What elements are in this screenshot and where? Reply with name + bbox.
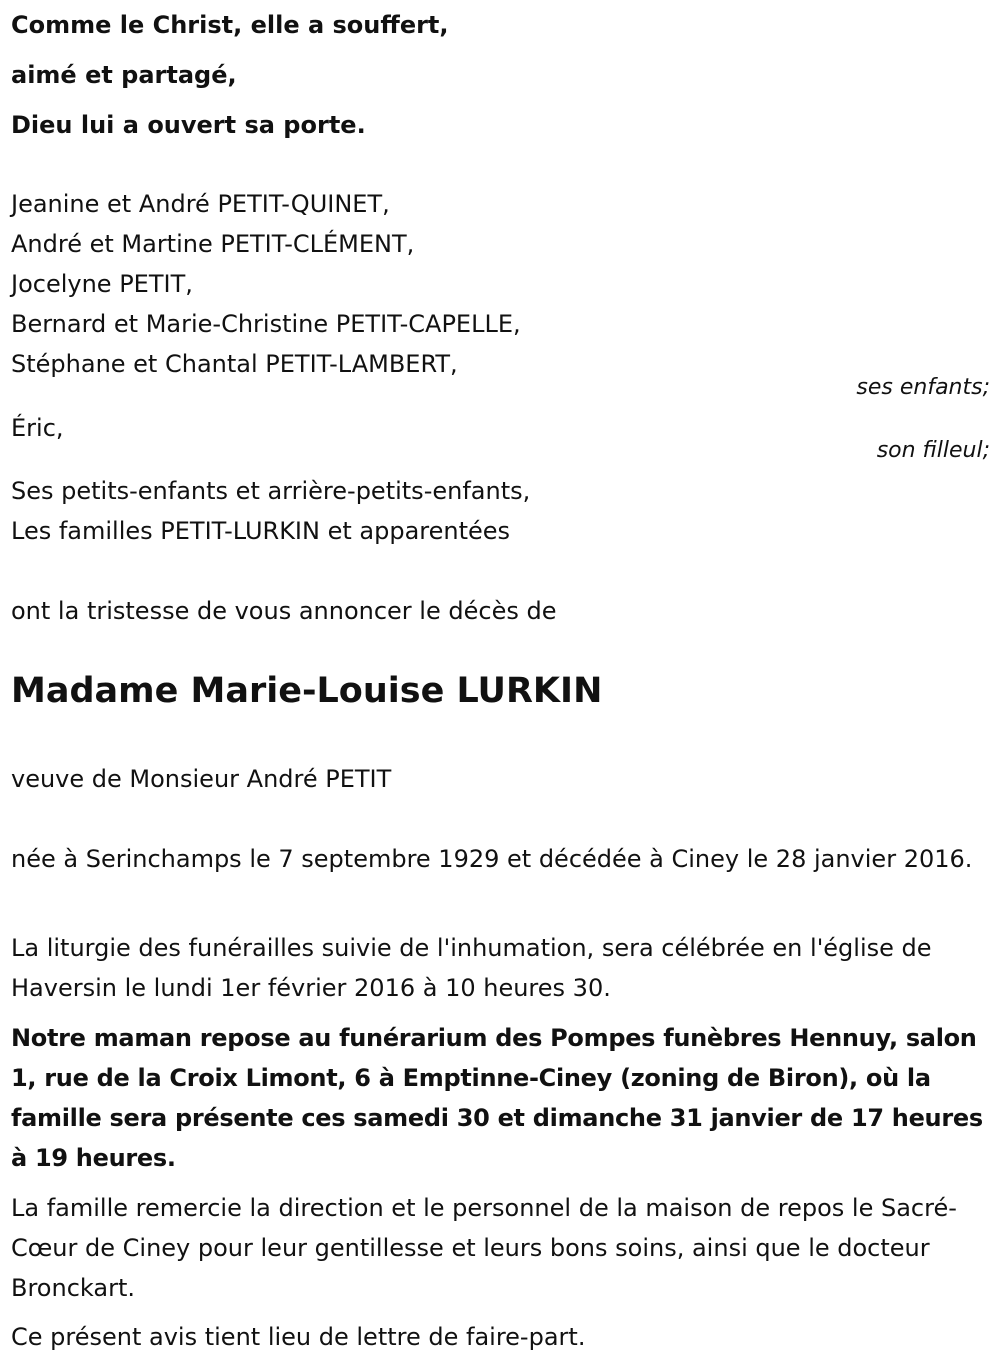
deceased-name: Madame Marie-Louise LURKIN bbox=[11, 671, 603, 711]
epigraph-line-2: aimé et partagé, bbox=[11, 61, 237, 89]
child-line-2: André et Martine PETIT-CLÉMENT, bbox=[11, 230, 415, 258]
relatives-line-1: Ses petits-enfants et arrière-petits-enfants, bbox=[11, 477, 531, 505]
widow-of: veuve de Monsieur André PETIT bbox=[11, 765, 392, 793]
epigraph-line-1: Comme le Christ, elle a souffert, bbox=[11, 11, 449, 39]
thanks-paragraph: La famille remercie la direction et le personnel de la maison de repos le Sacré-Cœur de Ciney pour leur gentillesse et leurs bons soins, ainsi que le docteur Bronckart. bbox=[11, 1194, 957, 1302]
children-role: ses enfants; bbox=[856, 375, 990, 400]
child-line-5: Stéphane et Chantal PETIT-LAMBERT, bbox=[11, 350, 458, 378]
closing-line: Ce présent avis tient lieu de lettre de faire-part. bbox=[11, 1323, 586, 1351]
child-line-4: Bernard et Marie-Christine PETIT-CAPELLE, bbox=[11, 310, 521, 338]
birth-death-paragraph: née à Serinchamps le 7 septembre 1929 et décédée à Ciney le 28 janvier 2016. bbox=[11, 845, 973, 873]
epigraph-line-3: Dieu lui a ouvert sa porte. bbox=[11, 111, 366, 139]
relatives-line-2: Les familles PETIT-LURKIN et apparentées bbox=[11, 517, 511, 545]
funeral-paragraph: La liturgie des funérailles suivie de l'inhumation, sera célébrée en l'église de Haversin le lundi 1er février 2016 à 10 heures 30. bbox=[11, 934, 932, 1002]
announcement: ont la tristesse de vous annoncer le décès de bbox=[11, 597, 557, 625]
godson-name: Éric, bbox=[11, 414, 64, 442]
visitation-paragraph: Notre maman repose au funérarium des Pompes funèbres Hennuy, salon 1, rue de la Croix Limont, 6 à Emptinne-Ciney (zoning de Biron), où la famille sera présente ces samedi 30 et dimanche 31 janvier de 17 heures à 19 heures. bbox=[11, 1024, 983, 1172]
child-line-1: Jeanine et André PETIT-QUINET, bbox=[11, 190, 390, 218]
child-line-3: Jocelyne PETIT, bbox=[11, 270, 193, 298]
godson-role: son filleul; bbox=[876, 438, 990, 463]
